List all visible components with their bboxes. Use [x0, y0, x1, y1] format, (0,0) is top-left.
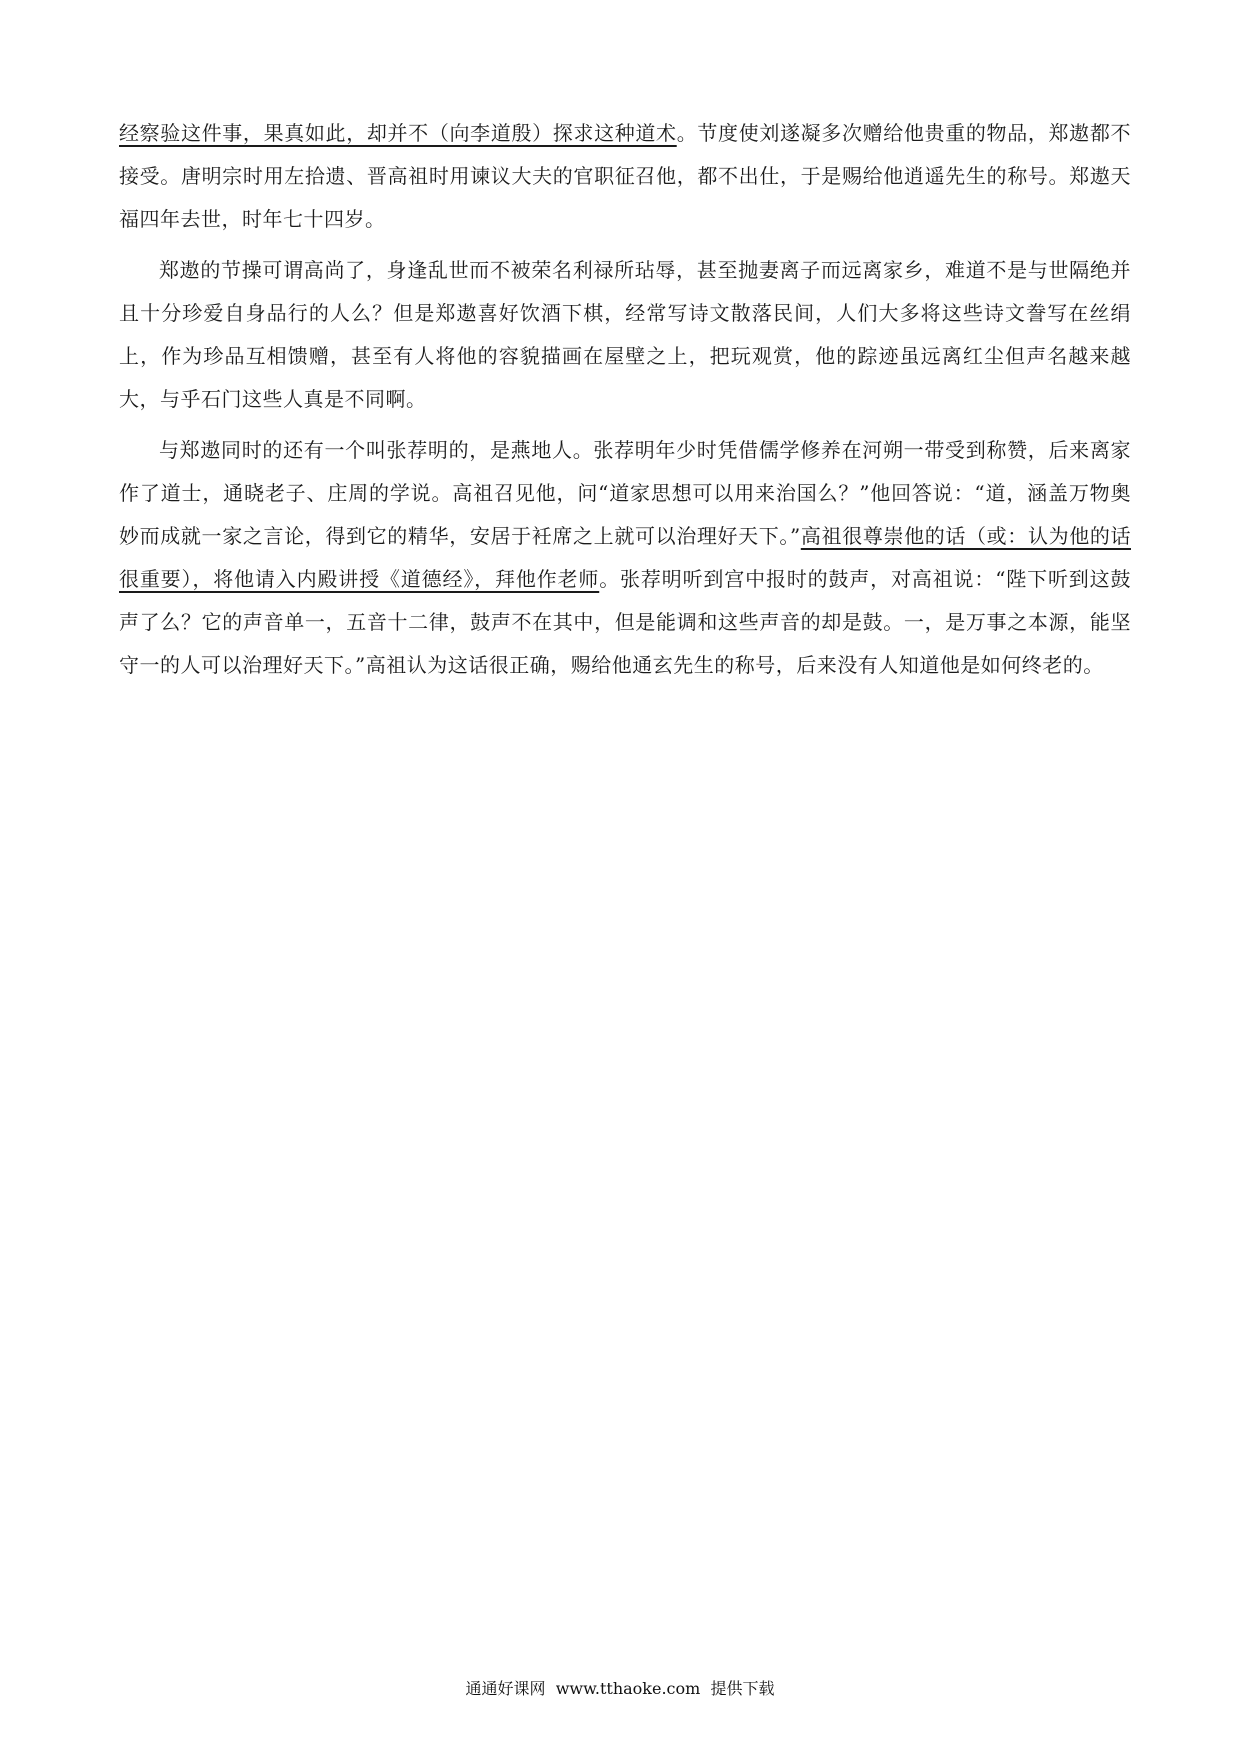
- page-footer: [0, 1679, 1240, 1699]
- footer-site-name: 通通好课网: [465, 1679, 546, 1698]
- paragraph-1-text: 。节度使刘遂凝多次赠给他贵重的物品，郑遨都不接受。唐明宗时用左拾遗、晋高祖时用谏议大夫的官职征召他，都不出仕，于是赐给他逍遥先生的称号。郑遨天福四年去世，时年七十四岁。: [119, 121, 1131, 231]
- underlined-answer-1: 经察验这件事，果真如此，却并不（向李道殷）探求这种道术: [119, 121, 677, 145]
- paragraph-3: [119, 429, 1131, 687]
- footer-url: www.tthaoke.com: [555, 1679, 701, 1698]
- document-body: [119, 112, 1131, 695]
- paragraph-1: [119, 112, 1131, 241]
- paragraph-2-text: 郑遨的节操可谓高尚了，身逢乱世而不被荣名利禄所玷辱，甚至抛妻离子而远离家乡，难道不是与世隔绝并且十分珍爱自身品行的人么？但是郑遨喜好饮酒下棋，经常写诗文散落民间，人们大多将这些诗文誊写在丝绢上，作为珍品互相馈赠，甚至有人将他的容貌描画在屋壁之上，把玩观赏，他的踪迹虽远离红尘但声名越来越大，与乎石门这些人真是不同啊。: [119, 258, 1131, 411]
- paragraph-3-text-before: 与郑遨同时的还有一个叫张荐明的，是燕地人。张荐明年少时凭借儒学修养在河朔一带受到称赞，后来离家作了道士，通晓老子、庄周的学说。高祖召见他，问“道家思想可以用来治国么？”他回答说：“道，涵盖万物奥妙而成就一家之言论，得到它的精华，安居于衽席之上就可以治理好天下。”: [119, 438, 1131, 548]
- footer-suffix: 提供下载: [710, 1679, 775, 1698]
- paragraph-3-text-after: 。张荐明听到宫中报时的鼓声，对高祖说：“陛下听到这鼓声了么？它的声音单一，五音十二律，鼓声不在其中，但是能调和这些声音的却是鼓。一，是万事之本源，能坚守一的人可以治理好天下。”高祖认为这话很正确，赐给他通玄先生的称号，后来没有人知道他是如何终老的。: [119, 567, 1131, 677]
- paragraph-2: [119, 249, 1131, 421]
- underlined-answer-2: 高祖很尊崇他的话（或：认为他的话很重要），将他请入内殿讲授《道德经》，拜他作老师: [119, 524, 1131, 591]
